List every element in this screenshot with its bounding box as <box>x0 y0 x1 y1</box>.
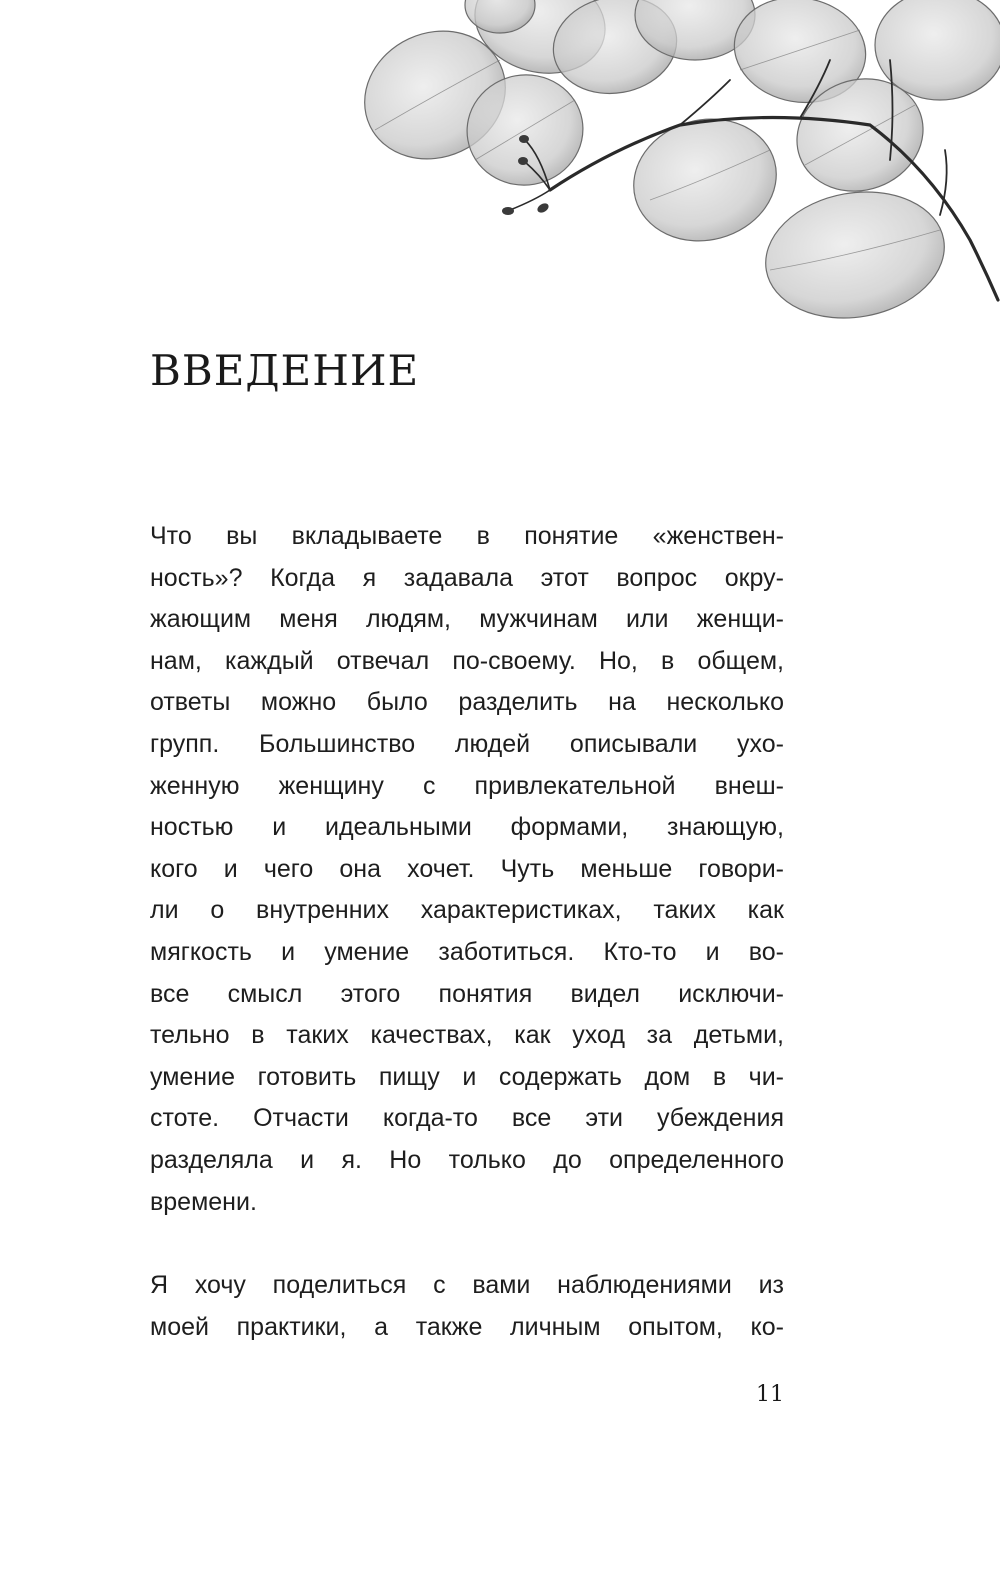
chapter-title: ВВЕДЕНИЕ <box>150 346 420 395</box>
text-line: мягкость и умение заботиться. Кто-то и во- <box>150 937 784 966</box>
text-line: Что вы вкладываете в понятие «женствен- <box>150 522 784 550</box>
text-line: ли о внутренних характеристиках, таких как <box>150 896 784 925</box>
text-line: умение готовить пищу и содержать дом в чи- <box>150 1062 784 1091</box>
text-line: ответы можно было разделить на несколько <box>150 688 784 717</box>
eucalyptus-branch-illustration <box>350 0 1000 325</box>
text-line: моей практики, а также личным опытом, ко- <box>150 1312 784 1341</box>
text-line: времени. <box>150 1187 257 1216</box>
text-line: нам, каждый отвечал по-своему. Но, в общем, <box>150 646 784 675</box>
body-text <box>150 516 784 1348</box>
text-line: Я хочу поделиться с вами наблюдениями из <box>150 1271 784 1300</box>
text-line: ность»? Когда я задавала этот вопрос окру- <box>150 563 784 592</box>
text-line: тельно в таких качествах, как уход за детьми, <box>150 1021 784 1050</box>
text-line: групп. Большинство людей описывали ухо- <box>150 729 784 758</box>
text-line: кого и чего она хочет. Чуть меньше говори- <box>150 854 784 883</box>
page-number: 11 <box>756 1382 784 1407</box>
paragraph <box>150 1265 784 1348</box>
text-line: женную женщину с привлекательной внеш- <box>150 771 784 800</box>
text-line: ностью и идеальными формами, знающую, <box>150 813 784 842</box>
text-line: разделяла и я. Но только до определенного <box>150 1145 784 1174</box>
leaf <box>620 103 790 256</box>
text-line: все смысл этого понятия видел исключи- <box>150 979 784 1008</box>
paragraph <box>150 516 784 1223</box>
leaf <box>756 178 955 325</box>
text-line: стоте. Отчасти когда-то все эти убеждения <box>150 1104 784 1133</box>
text-line: жающим меня людям, мужчинам или женщи- <box>150 605 784 634</box>
paragraph-gap <box>150 1223 784 1265</box>
